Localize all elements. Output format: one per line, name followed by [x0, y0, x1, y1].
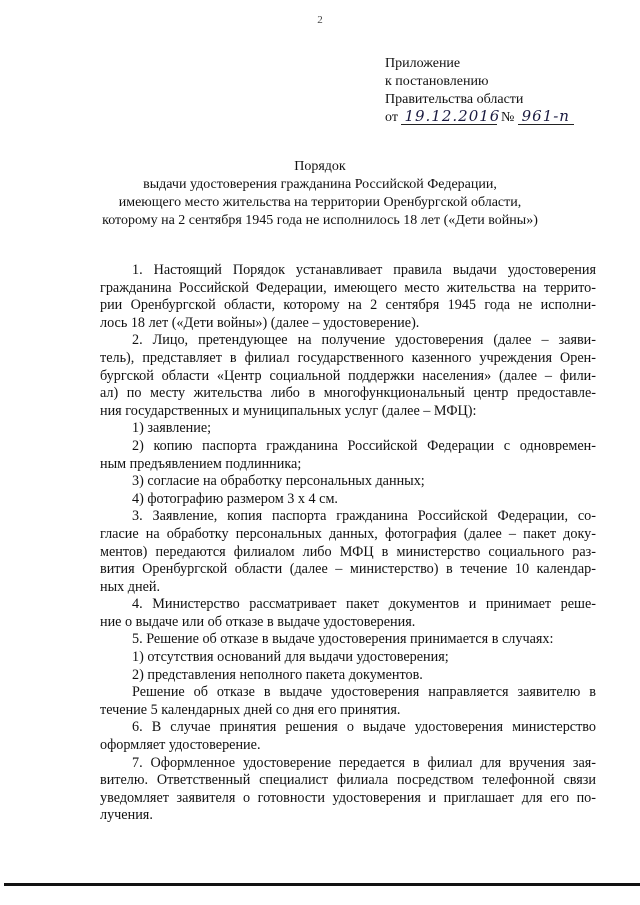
body-line: ние о выдаче или об отказе в выдаче удостоверения.: [100, 613, 416, 630]
body-line: лучения.: [100, 807, 153, 824]
appendix-line-2: к постановлению: [385, 74, 489, 89]
body-line: 1) отсутствия оснований для выдачи удостоверения;: [132, 649, 449, 666]
body-line: оформляет удостоверение.: [100, 737, 261, 754]
body-line: течение 5 календарных дней со дня его принятия.: [100, 701, 401, 718]
body-line: гражданина Российской Федерации, имеющего место жительства на террито-: [100, 279, 596, 296]
document-title: [0, 158, 640, 230]
body-line: 2) копию паспорта гражданина Российской Федерации с одновремен-: [132, 437, 596, 454]
body-line: ния государственных и муниципальных услуг (далее – МФЦ):: [100, 402, 477, 419]
document-body: [100, 262, 596, 825]
body-line: лось 18 лет («Дети войны») (далее – удостоверение).: [100, 314, 420, 331]
body-line: ным предъявлением подлинника;: [100, 455, 302, 472]
appendix-date-line: [385, 109, 574, 127]
bottom-rule: [4, 883, 640, 886]
body-line: вителю. Ответственный специалист филиала посредством телефонной связи: [100, 772, 596, 789]
title-line-4: которому на 2 сентября 1945 года не исполнилось 18 лет («Дети войны»): [102, 213, 538, 228]
title-line-1: Порядок: [294, 159, 346, 174]
body-line: 1. Настоящий Порядок устанавливает правила выдачи удостоверения: [132, 262, 596, 278]
body-line: 7. Оформленное удостоверение передается в филиал для вручения зая-: [132, 754, 596, 771]
appendix-line-1: Приложение: [385, 56, 461, 71]
body-line: тель), представляет в филиал государственного казенного учреждения Орен-: [100, 349, 596, 366]
title-line-2: выдачи удостоверения гражданина Российской Федерации,: [143, 177, 497, 192]
handwritten-date: 19.12.2016: [401, 109, 497, 125]
body-line: 3. Заявление, копия паспорта гражданина Российской Федерации, со-: [132, 508, 596, 525]
body-line: вития Оренбургской области (далее – министерство) в течение 10 календар-: [100, 561, 596, 578]
body-line: гласие на обработку персональных данных, фотография (далее – пакет доку-: [100, 525, 596, 542]
number-sign: №: [500, 110, 515, 125]
body-line: 6. В случае принятия решения о выдаче удостоверения министерство: [132, 719, 596, 736]
body-line: 2. Лицо, претендующее на получение удостоверения (далее – заяви-: [132, 332, 596, 349]
body-line: бургской области «Центр социальной поддержки населения» (далее – фили-: [100, 367, 596, 384]
body-line: 4) фотографию размером 3 х 4 см.: [132, 490, 338, 507]
body-line: 5. Решение об отказе в выдаче удостоверения принимается в случаях:: [132, 631, 554, 648]
body-line: 1) заявление;: [132, 420, 212, 437]
title-line-3: имеющего место жительства на территории Оренбургской области,: [118, 195, 522, 210]
body-line: Решение об отказе в выдаче удостоверения направляется заявителю в: [132, 684, 596, 701]
page-number: 2: [317, 14, 323, 26]
appendix-line-3: Правительства области: [385, 92, 524, 107]
handwritten-number: 961-п: [518, 109, 574, 125]
from-prefix: от: [385, 110, 398, 125]
body-line: ал) по месту жительства либо в многофункциональный центр предоставле-: [100, 385, 596, 402]
body-line: ментов) передаются филиалом либо МФЦ в министерство социального раз-: [100, 543, 596, 560]
appendix-block: [385, 55, 574, 127]
body-line: ных дней.: [100, 578, 161, 595]
body-line: рии Оренбургской области, которому на 2 сентября 1945 года не исполни-: [100, 297, 596, 314]
body-line: 3) согласие на обработку персональных данных;: [132, 473, 425, 490]
body-line: 2) представления неполного пакета документов.: [132, 666, 423, 683]
body-line: 4. Министерство рассматривает пакет документов и принимает реше-: [132, 596, 596, 613]
body-line: уведомляет заявителя о готовности удостоверения и приглашает для его по-: [100, 789, 596, 806]
